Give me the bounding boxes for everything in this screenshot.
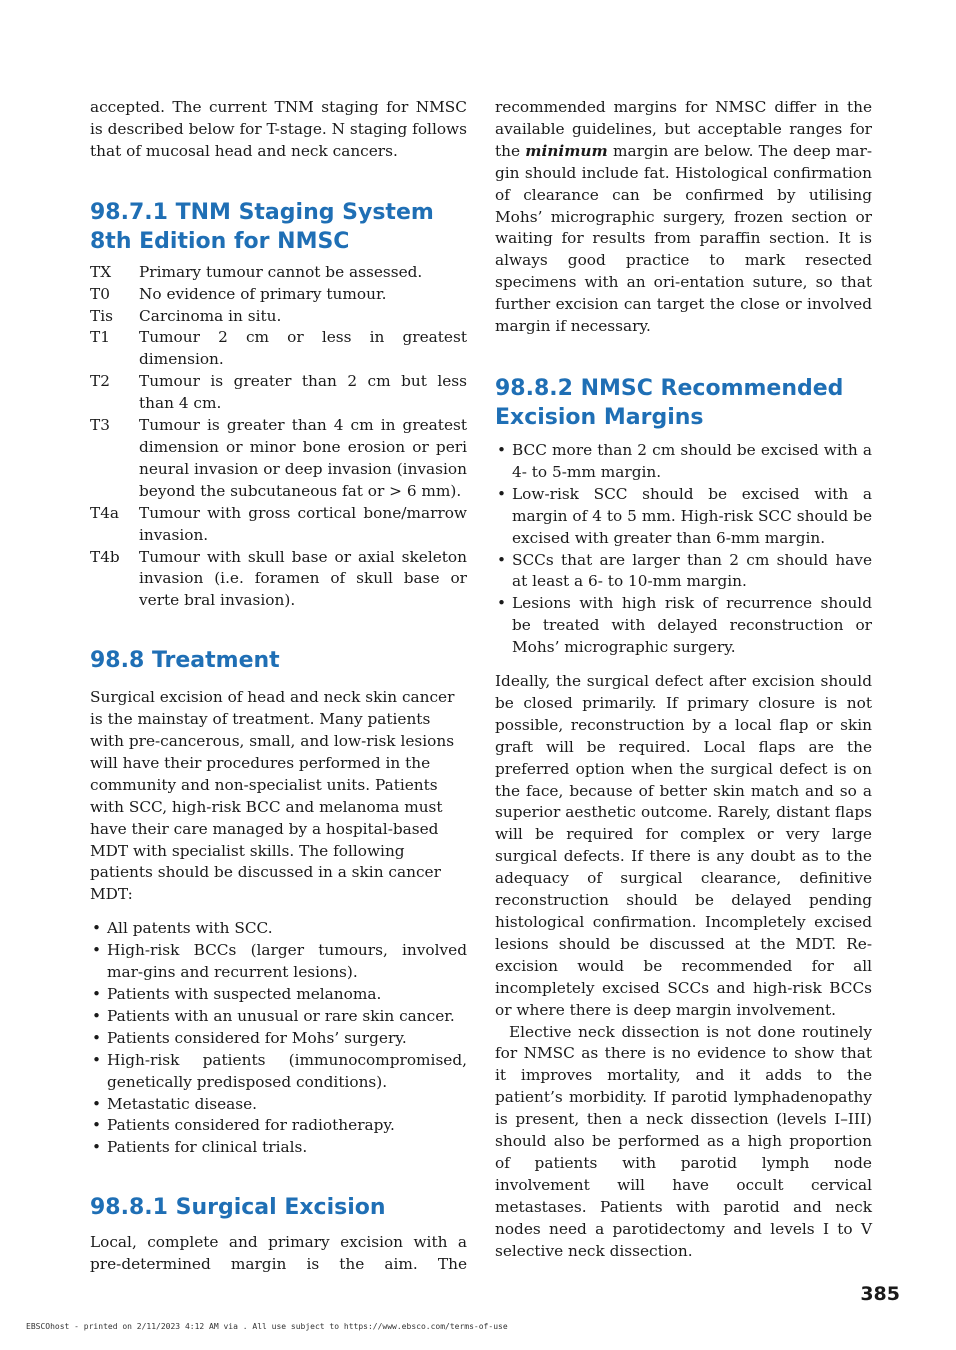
list-item: • SCCs that are larger than 2 cm should have at least a 6- to 10-mm margin. [495,550,872,594]
left-column [90,97,467,1276]
intro-paragraph: accepted. The current TNM staging for NMSC is described below for T-stage. N staging follows that of mucosal head and neck cancers. [90,98,467,160]
neck-dissection-paragraph: Elective neck dissection is not done routinely for NMSC as there is no evidence to show that it improves mortality, and it adds to the patient’s morbidity. If parotid lymphadenopathy is present, then a neck dissection (levels I–III) should also be performed as a high proportion of patients with parotid lymph node involvement will have occult cervical metastases. Patients with parotid and neck nodes need a parotidectomy and levels I to V selective neck dissection. [495,1022,872,1260]
list-item: • Metastatic disease. [90,1094,467,1116]
right-column [495,97,872,1263]
footer-note: EBSCOhost - printed on 2/11/2023 4:12 AM via . All use subject to https://www.ebsco.com/terms-of-use [26,1322,508,1331]
page-number: 385 [860,1283,900,1305]
treatment-paragraph: Surgical excision of head and neck skin cancer is the mainstay of treatment. Many patients with pre-cancerous, small, and low-risk lesions will have their procedures performed in the community and non-specialist units. Patients with SCC, high-risk BCC and melanoma must have their care managed by a hospital-based MDT with specialist skills. The following patients should be discussed in a skin cancer MDT: [90,688,455,904]
tnm-item: TX Primary tumour cannot be assessed. [90,262,423,281]
surgical-excision-heading: 98.8.1 Surgical Excision [90,1195,386,1221]
list-item: • Patients for clinical trials. [90,1137,467,1159]
reconstruction-paragraph: Ideally, the surgical defect after excision should be closed primarily. If primary closure is not possible, reconstruction by a local flap or skin graft will be required. Local flaps are the preferred option when the surgical defect is on the face, because of better skin match and so a superior aesthetic outcome. Rarely, distant flaps will be required for complex or very large surgical defects. If there is any doubt as to the adequacy of surgical clearance, definitive reconstruction should be delayed pending histological confirmation. Incompletely excised lesions should be discussed at the MDT. Re-excision would be recommended for all incompletely excised SCCs and high-risk BCCs or where there is deep margin involvement. [495,672,872,1019]
margins-intro-paragraph: recommended margins for NMSC differ in the available guidelines, but acceptable ranges for the minimum margin are below. The deep mar-gin should include fat. Histological confirmation of clearance can be confirmed by utilising Mohs’ micrographic surgery, frozen section or waiting for results from paraffin section. It is always good practice to mark resected specimens with an ori-entation suture, so that further excision can target the close or involved margin if necessary. [495,98,872,336]
list-item: • Patients considered for Mohs’ surgery. [90,1028,467,1050]
margins-list [495,440,872,659]
list-item: • Patients with suspected melanoma. [90,984,467,1006]
tnm-item: T3 Tumour is greater than 4 cm in greatest dimension or minor bone erosion or peri neural invasion or deep invasion (invasion beyond the subcutaneous fat or > 6 mm). [90,416,467,500]
list-item: • High-risk BCCs (larger tumours, involved mar-gins and recurrent lesions). [90,940,467,984]
tnm-item: T0 No evidence of primary tumour. [90,284,387,303]
emphasis-minimum: minimum [525,141,608,160]
tnm-item: T4a Tumour with gross cortical bone/marrow invasion. [90,503,467,544]
list-item: • High-risk patients (immunocompromised, genetically predisposed conditions). [90,1050,467,1094]
mdt-list [90,918,467,1159]
list-item: • BCC more than 2 cm should be excised with a 4- to 5-mm margin. [495,440,872,484]
surgical-excision-paragraph: Local, complete and primary excision with a pre-determined margin is the aim. The [90,1233,467,1274]
list-item: • Lesions with high risk of recurrence should be treated with delayed reconstruction or Mohs’ micrographic surgery. [495,593,872,659]
treatment-heading: 98.8 Treatment [90,648,280,674]
list-item: • Low-risk SCC should be excised with a margin of 4 to 5 mm. High-risk SCC should be excised with greater than 6-mm margin. [495,484,872,550]
list-item: • All patents with SCC. [90,918,467,940]
tnm-item: T2 Tumour is greater than 2 cm but less than 4 cm. [90,372,467,413]
tnm-list [90,262,467,613]
tnm-item: Tis Carcinoma in situ. [90,306,282,325]
tnm-heading: 98.7.1 TNM Staging System 8th Edition for NMSC [90,199,434,254]
tnm-item: T1 Tumour 2 cm or less in greatest dimension. [90,328,467,369]
tnm-item: T4b Tumour with skull base or axial skeleton invasion (i.e. foramen of skull base or verte bral invasion). [90,547,467,610]
list-item: • Patients considered for radiotherapy. [90,1115,467,1137]
margins-heading: 98.8.2 NMSC Recommended Excision Margins [495,375,844,430]
list-item: • Patients with an unusual or rare skin cancer. [90,1006,467,1028]
